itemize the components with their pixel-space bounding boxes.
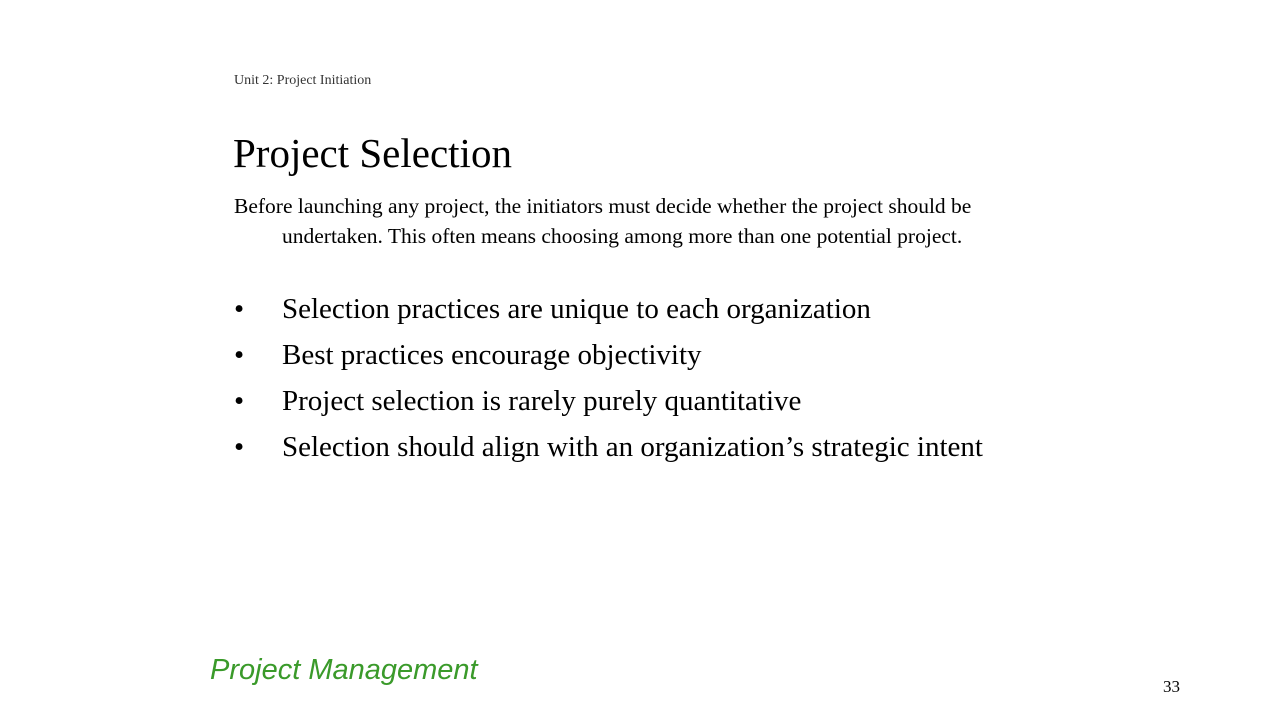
page-number: 33: [1163, 677, 1180, 696]
slide-title: Project Selection: [233, 130, 512, 176]
bullet-text: Best practices encourage objectivity: [282, 339, 702, 371]
bullet-item: [234, 337, 994, 373]
bullet-icon: •: [234, 293, 245, 325]
bullet-icon: •: [234, 431, 245, 463]
bullet-text: Project selection is rarely purely quantitative: [282, 385, 802, 417]
unit-header: Unit 2: Project Initiation: [234, 73, 372, 88]
bullet-list: [234, 291, 994, 475]
bullet-icon: •: [234, 385, 245, 417]
intro-paragraph: Before launching any project, the initiators must decide whether the project should be undertaken. This often means choosing among more than one potential project.: [234, 194, 972, 248]
bullet-item: [234, 383, 994, 419]
footer-brand: Project Management: [210, 654, 478, 686]
bullet-text: Selection should align with an organization’s strategic intent: [282, 431, 983, 463]
bullet-item: [234, 429, 994, 465]
bullet-text: Selection practices are unique to each organization: [282, 293, 871, 325]
bullet-item: [234, 291, 994, 327]
bullet-icon: •: [234, 339, 245, 371]
